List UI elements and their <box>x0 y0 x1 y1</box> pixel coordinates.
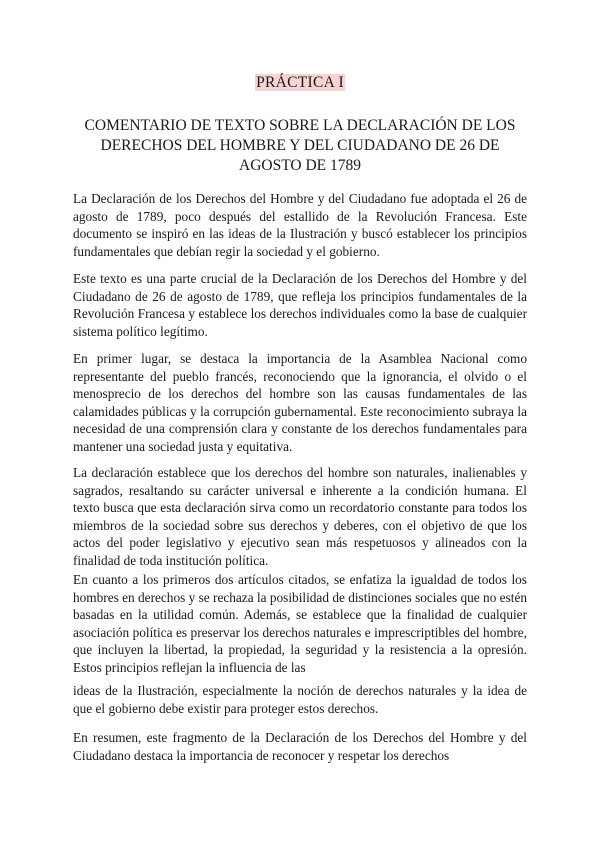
document-subtitle: COMENTARIO DE TEXTO SOBRE LA DECLARACIÓN DE LOS DERECHOS DEL HOMBRE Y DEL CIUDADANO DE 26 DE AGOSTO DE 1789 <box>84 117 516 174</box>
paragraph-3: En primer lugar, se destaca la importancia de la Asamblea Nacional como representante del pueblo francés, reconociendo que la ignorancia, el olvido o el menosprecio de los derechos del hombre son las causas fundamentales de las calamidades públicas y la corrupción gubernamental. Este reconocimiento subraya la necesidad de una comprensión clara y constante de los derechos fundamentales para mantener una sociedad justa y equitativa. <box>73 351 527 454</box>
paragraph-2: Este texto es una parte crucial de la Declaración de los Derechos del Hombre y del Ciudadano de 26 de agosto de 1789, que refleja los principios fundamentales de la Revolución Francesa y establece los derechos individuales como la base de cualquier sistema político legítimo. <box>73 271 527 339</box>
paragraph-7: En resumen, este fragmento de la Declaración de los Derechos del Hombre y del Ciudadano destaca la importancia de reconocer y respetar los derechos <box>73 730 527 763</box>
page-title-text: PRÁCTICA I <box>256 74 344 91</box>
paragraph-6: ideas de la Ilustración, especialmente la noción de derechos naturales y la idea de que el gobierno debe existir para proteger estos derechos. <box>73 683 527 716</box>
page-title <box>0 74 600 92</box>
paragraph-4: La declaración establece que los derechos del hombre son naturales, inalienables y sagrados, resaltando su carácter universal e inherente a la condición humana. El texto busca que esta declaración sirva como un recordatorio constante para todos los miembros de la sociedad sobre sus derechos y deberes, con el objetivo de que los actos del poder legislativo y ejecutivo sean más respetuosos y alineados con la finalidad de toda institución política. <box>73 465 527 568</box>
paragraph-1: La Declaración de los Derechos del Hombre y del Ciudadano fue adoptada el 26 de agosto de 1789, poco después del estallido de la Revolución Francesa. Este documento se inspiró en las ideas de la Ilustración y buscó establecer los principios fundamentales que debían regir la sociedad y el gobierno. <box>73 191 527 259</box>
paragraph-5: En cuanto a los primeros dos artículos citados, se enfatiza la igualdad de todos los hombres en derechos y se rechaza la posibilidad de distinciones sociales que no estén basadas en la utilidad común. Además, se establece que la finalidad de cualquier asociación política es preservar los derechos naturales e imprescriptibles del hombre, que incluyen la libertad, la propiedad, la seguridad y la resistencia a la opresión. Estos principios reflejan la influencia de las <box>73 572 527 675</box>
